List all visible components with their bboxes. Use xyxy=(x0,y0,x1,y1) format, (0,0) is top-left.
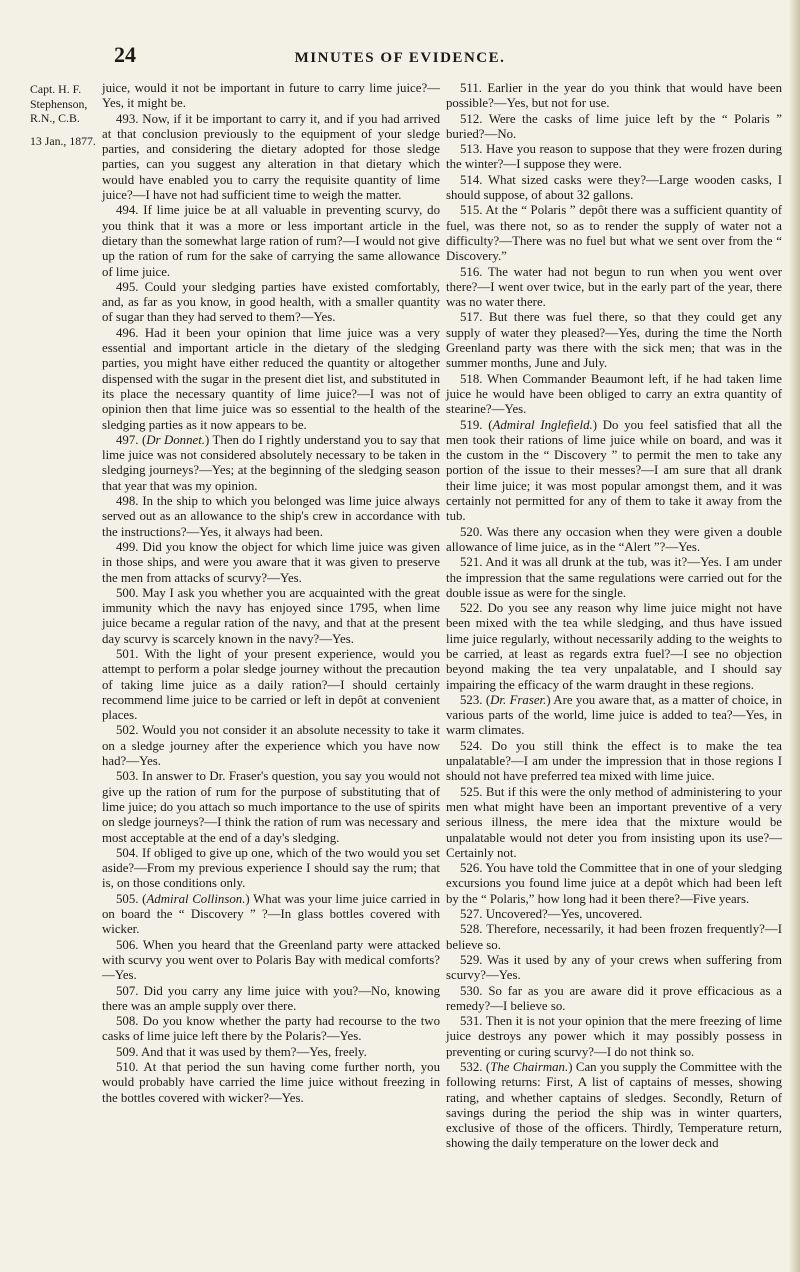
paragraph-text: ) Are you aware that, as a matter of choice, in various parts of the world, lime juice is added to tea?—Yes, in warm climates. xyxy=(446,692,782,738)
question-paragraph: 507. Did you carry any lime juice with you?—No, knowing there was an ample supply over there. xyxy=(102,983,440,1013)
question-paragraph: 510. At that period the sun having come further north, you would probably have carried the lime juice without freezing in the bottles covered with wicker?—Yes. xyxy=(102,1060,440,1105)
question-number: 505. ( xyxy=(116,891,147,906)
witness-name-line: R.N., C.B. xyxy=(30,111,80,126)
question-paragraph xyxy=(446,418,782,525)
question-paragraph: 520. Was there any occasion when they were given a double allowance of lime juice, as in the “Alert ”?—Yes. xyxy=(446,524,782,554)
question-paragraph: 495. Could your sledging parties have existed comfortably, and, as far as you know, in good health, with a smaller quantity of sugar than they had served to them?—Yes. xyxy=(102,279,440,325)
question-paragraph: 526. You have told the Committee that in one of your sledging excursions you found lime juice at a depôt which had been left by the “ Polaris,” how long had it been there?—Five years. xyxy=(446,861,782,906)
question-paragraph: 513. Have you reason to suppose that they were frozen during the winter?—I suppose they were. xyxy=(446,142,782,172)
speaker-name: Dr Donnet. xyxy=(146,432,205,447)
page-number: 24 xyxy=(114,42,136,67)
question-paragraph: 515. At the “ Polaris ” depôt there was a sufficient quantity of fuel, was there not, so as to render the supply of water not a difficulty?—There was no fuel but what we sent over from the “ Discovery.” xyxy=(446,203,782,264)
question-paragraph: 512. Were the casks of lime juice left by the “ Polaris ” buried?—No. xyxy=(446,111,782,141)
witness-date: 13 Jan., 1877. xyxy=(30,133,96,148)
question-paragraph: juice, would it not be important in future to carry lime juice?—Yes, it might be. xyxy=(102,81,440,111)
question-paragraph: 504. If obliged to give up one, which of the two would you set aside?—From my previous experience I should say the rum; that is, on those conditions only. xyxy=(102,845,440,891)
question-paragraph: 494. If lime juice be at all valuable in preventing scurvy, do you think that it was a more or less important article in the dietary than the somewhat large ration of rum?—I would not give up the ration of rum for the sake of carrying the same allowance of lime juice. xyxy=(102,203,440,279)
question-paragraph: 502. Would you not consider it an absolute necessity to take it on a sledge journey after the experience which you have now had?—Yes. xyxy=(102,723,440,769)
question-paragraph: 496. Had it been your opinion that lime juice was a very essential and important article in the dietary of the sledging parties, you might have either reduced the quantity or altogether dispensed with the sugar in the present diet list, and substituted in its place the necessary quantity of lime juice?—I was not of opinion then that lime juice was so essential to the health of the sledging parties as it now appears to be. xyxy=(102,325,440,432)
question-number: 497. ( xyxy=(116,432,147,447)
paragraph-text: ) Do you feel satisfied that all the men took their rations of lime juice while on board, and was it the custom in the “ Discovery ” to permit the men to take any portion of the issue to their messes?—I am sure that all drank their lime juice; it was most popular amongst them, and it was certainly not permitted for any of them to take it away from the tub. xyxy=(446,417,782,524)
question-paragraph: 499. Did you know the object for which lime juice was given in those ships, and were you aware that it was given to preserve the men from attacks of scurvy?—Yes. xyxy=(102,539,440,585)
paragraph-text: ) Then do I rightly understand you to say that lime juice was not considered absolutely necessary to be taken in sledging journeys?—Yes; at the beginning of the sledging season that year that was my opinion. xyxy=(102,432,440,493)
question-paragraph: 511. Earlier in the year do you think that would have been possible?—Yes, but not for use. xyxy=(446,81,782,111)
question-paragraph: 498. In the ship to which you belonged was lime juice always served out as an allowance to the ship's crew in accordance with the instructions?—Yes, it always had been. xyxy=(102,494,440,539)
witness-name-line: Stephenson, xyxy=(30,96,88,111)
question-paragraph: 528. Therefore, necessarily, it had been frozen frequently?—I believe so. xyxy=(446,922,782,952)
question-paragraph: 493. Now, if it be important to carry it, and if you had arrived at that conclusion previously to the equipment of your sledge parties, and considering the dietary adopted for those sledge parties, can you suggest any alteration in that dietary which would have enabled you to carry the requisite quantity of lime juice?—I have not had sufficient time to weigh the matter. xyxy=(102,111,440,203)
question-number: 519. ( xyxy=(460,417,493,432)
running-head: MINUTES OF EVIDENCE. xyxy=(294,50,506,66)
speaker-name: The Chairman. xyxy=(490,1060,569,1074)
question-paragraph: 529. Was it used by any of your crews when suffering from scurvy?—Yes. xyxy=(446,952,782,983)
question-paragraph: 531. Then it is not your opinion that the mere freezing of lime juice destroys any power which it may possibly possess in preventing or curing scurvy?—I do not think so. xyxy=(446,1014,782,1059)
margin-note xyxy=(30,82,98,148)
question-paragraph: 530. So far as you are aware did it prove efficacious as a remedy?—I believe so. xyxy=(446,983,782,1013)
question-paragraph: 522. Do you see any reason why lime juice might not have been mixed with the tea while sledging, and thus have issued lime juice regularly, without necessarily adding to the weights to be carried, at least as regards extra fuel?—I see no objection beyond making the tea very unpalatable, and I should say impairing the efficacy of the warm draught in these regions. xyxy=(446,601,782,692)
left-column xyxy=(102,81,440,1106)
question-paragraph xyxy=(102,892,440,938)
question-paragraph: 501. With the light of your present experience, would you attempt to perform a polar sledge journey without the precaution of taking lime juice as a daily ration?—I should certainly recommend lime juice to be carried or left in depôt at convenient places. xyxy=(102,646,440,723)
speaker-name: Admiral Collinson. xyxy=(146,891,246,906)
question-paragraph: 509. And that it was used by them?—Yes, freely. xyxy=(116,1044,367,1059)
question-paragraph: 521. And it was all drunk at the tub, was it?—Yes. I am under the impression that the same regulations were carried out for the double issue as were for the single. xyxy=(446,555,782,600)
question-number: 523. ( xyxy=(460,692,491,707)
page-edge xyxy=(790,0,800,1272)
question-paragraph: 527. Uncovered?—Yes, uncovered. xyxy=(460,907,643,922)
paragraph-text: ) What was your lime juice carried in on board the “ Discovery ” ?—In glass bottles covered with wicker. xyxy=(102,891,441,937)
question-paragraph: 525. But if this were the only method of administering to your men what might have been an important preventive of a very serious illness, the mere idea that the mixture would be unpalatable would not deter you from insisting upon its use?—Certainly not. xyxy=(446,784,782,860)
question-paragraph xyxy=(446,1060,782,1152)
question-paragraph: 524. Do you still think the effect is to make the tea unpalatable?—I am under the impression that in those regions I should not have preferred tea mixed with lime juice. xyxy=(446,738,782,784)
question-paragraph: 517. But there was fuel there, so that they could get any supply of water they pleased?—Yes, during the time the North Greenland party was there with the sick men; that was in the summer months, June and July. xyxy=(446,310,782,371)
speaker-name: Admiral Inglefield. xyxy=(492,417,593,432)
question-paragraph: 508. Do you know whether the party had recourse to the two casks of lime juice left there by the Polaris?—Yes. xyxy=(102,1014,440,1044)
right-column xyxy=(446,81,782,1152)
question-paragraph: 516. The water had not begun to run when you went over there?—I went over twice, but in the early part of the year, there was no water there. xyxy=(446,264,782,310)
question-paragraph: 506. When you heard that the Greenland party were attacked with scurvy you went over to Polaris Bay with medical comforts?—Yes. xyxy=(102,937,440,983)
witness-name-line: Capt. H. F. xyxy=(30,82,82,96)
question-paragraph: 518. When Commander Beaumont left, if he had taken lime juice he would have been obliged to carry an extra quantity of stearine?—Yes. xyxy=(446,371,782,417)
question-number: 532. ( xyxy=(460,1060,491,1074)
question-paragraph xyxy=(446,693,782,739)
question-paragraph: 500. May I ask you whether you are acquainted with the great immunity which the navy has enjoyed since 1795, when lime juice became a regular ration of the navy, and that at the present day scurvy is scarcely known in the navy?—Yes. xyxy=(102,585,440,646)
paragraph-text: ) Can you supply the Committee with the following returns: First, A list of captains of messes, showing rating, and whether captains of sledges. Secondly, Return of savings during the period the ship was in winter quarters, exclusive of those of the officers. Thirdly, Temperature return, showing the daily temperature on the lower deck and xyxy=(446,1060,782,1151)
question-paragraph: 503. In answer to Dr. Fraser's question, you say you would not give up the ration of rum for the purpose of substituting that of lime juice; do you attach so much importance to the use of spirits on sledge journeys?—I think the ration of rum was necessary and most acceptable at the end of a day's sledging. xyxy=(102,769,440,845)
question-paragraph: 514. What sized casks were they?—Large wooden casks, I should suppose, of about 32 gallons. xyxy=(446,172,782,203)
question-paragraph xyxy=(102,433,440,494)
speaker-name: Dr. Fraser. xyxy=(490,692,547,707)
